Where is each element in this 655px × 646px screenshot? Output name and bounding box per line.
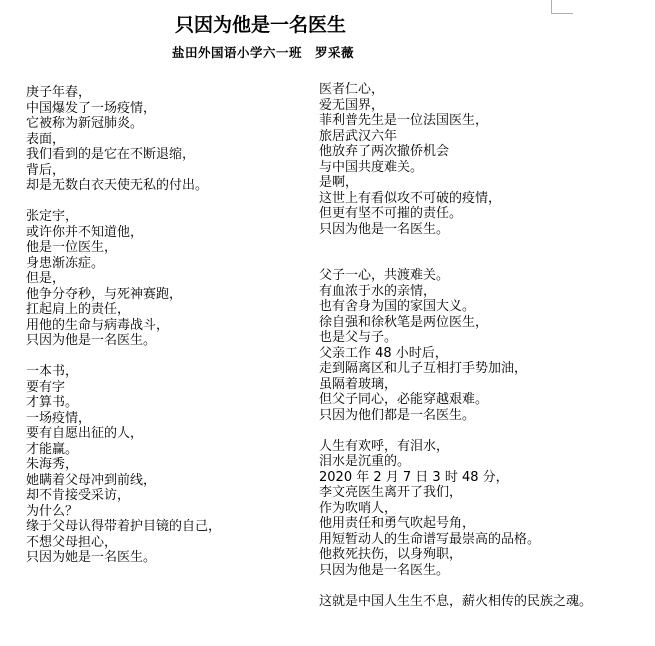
poem-line: 父亲工作 48 小时后， — [319, 345, 448, 361]
stanza-1 — [26, 85, 306, 194]
poem-line: 只因为他是一名医生。 — [319, 221, 450, 237]
poem-line: 李文亮医生离开了我们， — [319, 485, 463, 500]
poem-line: 用短暂动人的生命谱写最崇高的品格。 — [319, 531, 541, 547]
poem-line: 走到隔离区和儿子互相打手势加油， — [319, 361, 528, 376]
poem-line: 也有舍身为国的家国大义。 — [319, 299, 476, 314]
poem-line: 与中国共度难关。 — [319, 159, 424, 175]
poem-line: 只因为他是一名医生。 — [319, 562, 450, 578]
poem-line: 身患渐冻症。 — [26, 255, 105, 271]
poem-line: 扛起肩上的责任， — [26, 302, 131, 317]
poem-line: 一场疫情， — [26, 410, 92, 426]
poem-line: 只因为他们都是一名医生。 — [319, 407, 476, 423]
poem-line: 不想父母担心， — [26, 534, 118, 550]
poem-line: 但更有坚不可摧的责任。 — [319, 206, 463, 221]
stanza-3 — [26, 364, 306, 566]
poem-line: 有血浓于水的亲情， — [319, 283, 437, 299]
stanza-5 — [319, 268, 639, 423]
poem-line: 她瞒着父母冲到前线， — [26, 472, 157, 488]
poem-line: 是啊， — [319, 175, 359, 190]
poem-line: 这世上有看似攻不可破的疫情， — [319, 190, 502, 206]
poem-line: 他是一位医生， — [26, 240, 118, 255]
poem-line: 徐自强和徐秋笔是两位医生， — [319, 314, 489, 330]
stanza-6 — [319, 439, 639, 579]
poem-line: 缘于父母认得带着护目镜的自己， — [26, 519, 222, 534]
poem-line: 只因为他是一名医生。 — [26, 333, 157, 348]
stanza-4 — [319, 82, 639, 237]
poem-line: 人生有欢呼，有泪水， — [319, 438, 450, 454]
poem-line: 这就是中国人生生不息，薪火相传的民族之魂。 — [319, 593, 593, 609]
poem-line: 但父子同心，必能穿越艰难。 — [319, 392, 489, 407]
corner-marker-horizontal-line — [551, 13, 573, 14]
poem-line: 背后， — [26, 162, 66, 178]
poem-line: 2020 年 2 月 7 日 3 时 48 分， — [319, 469, 509, 485]
poem-line: 一本书， — [26, 364, 79, 379]
closing-line — [319, 594, 639, 610]
left-column — [26, 85, 306, 566]
poem-line: 张定宇， — [26, 209, 79, 224]
poem-line: 他用责任和勇气吹起号角， — [319, 516, 476, 531]
poem-line: 用他的生命与病毒战斗， — [26, 317, 170, 333]
page-corner-marker — [551, 0, 573, 14]
poem-line: 泪水是沉重的。 — [319, 454, 411, 469]
poem-line: 菲利普先生是一位法国医生， — [319, 113, 489, 128]
poem-line: 医者仁心， — [319, 82, 385, 97]
poem-line: 只因为她是一名医生。 — [26, 550, 157, 565]
poem-line: 朱海秀， — [26, 457, 79, 472]
poem-line: 作为吹哨人， — [319, 500, 398, 516]
poem-line: 我们看到的是它在不断退缩， — [26, 147, 196, 162]
poem-line: 才算书。 — [26, 395, 79, 410]
right-column — [319, 82, 639, 609]
poem-line: 他争分夺秒，与死神赛跑， — [26, 286, 183, 302]
poem-line: 爱无国界， — [319, 97, 385, 113]
poem-line: 表面， — [26, 131, 66, 147]
poem-line: 却是无数白衣天使无私的付出。 — [26, 178, 209, 193]
poem-line: 庚子年春， — [26, 85, 92, 100]
poem-line: 为什么？ — [26, 503, 79, 519]
poem-line: 却不肯接受采访， — [26, 488, 131, 503]
poem-line: 他救死扶伤，以身殉职， — [319, 547, 463, 562]
poem-line: 中国爆发了一场疫情， — [26, 100, 157, 116]
document-title: 只因为他是一名医生 — [175, 14, 347, 36]
poem-line: 但是， — [26, 271, 66, 286]
poem-line: 父子一心，共渡难关。 — [319, 268, 450, 283]
poem-line: 它被称为新冠肺炎。 — [26, 116, 144, 131]
corner-marker-vertical-line — [551, 0, 552, 14]
poem-line: 旅居武汉六年 — [319, 128, 398, 144]
poem-line: 才能赢。 — [26, 441, 79, 457]
poem-line: 要有自愿出征的人， — [26, 426, 144, 441]
poem-line: 或许你并不知道他， — [26, 224, 144, 240]
poem-line: 他放弃了两次撤侨机会 — [319, 144, 450, 159]
poem-line: 虽隔着玻璃， — [319, 376, 398, 392]
poem-line: 也是父与子。 — [319, 330, 398, 345]
poem-line: 要有字 — [26, 379, 66, 395]
stanza-2 — [26, 209, 306, 349]
author-line: 盐田外国语小学六一班 罗采薇 — [172, 45, 355, 60]
